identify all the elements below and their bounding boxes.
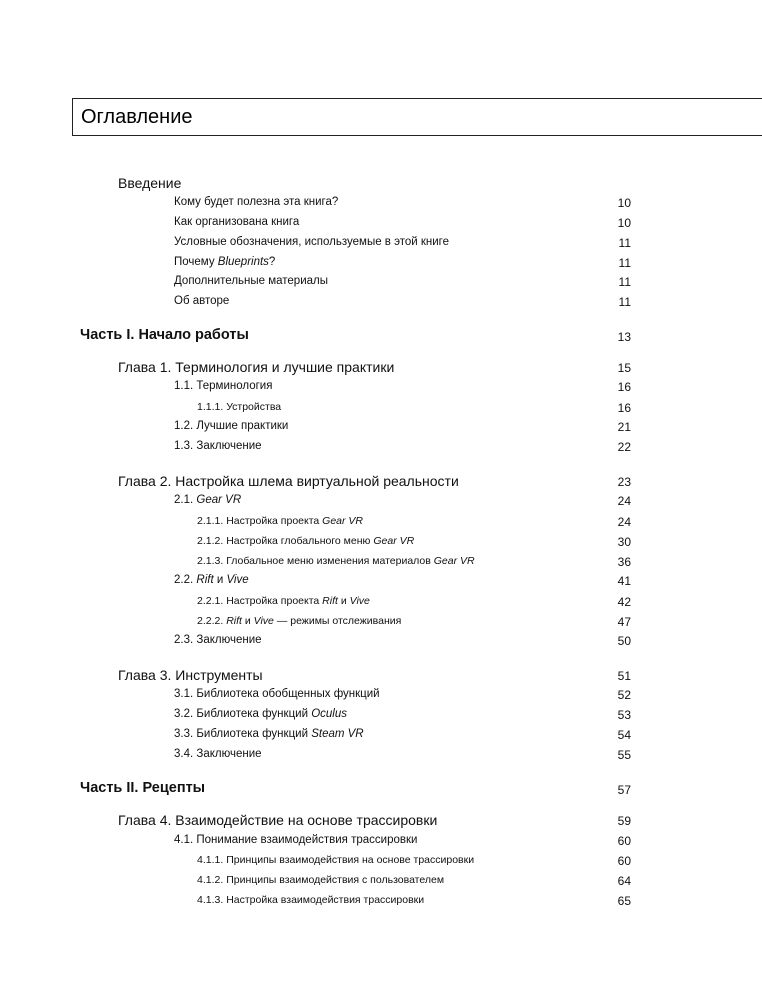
toc-entry-label: 2.1.3. Глобальное меню изменения материалов Gear VR (197, 555, 475, 567)
toc-entry-label: Введение (118, 175, 182, 191)
toc-entry-page: 11 (618, 236, 631, 250)
toc-entry-page: 42 (617, 595, 631, 609)
toc-title-box (72, 98, 762, 136)
toc-entry-page: 11 (618, 275, 631, 289)
toc-entry-label: 1.3. Заключение (174, 440, 262, 452)
toc-entry-label: 2.2.2. Rift и Vive — режимы отслеживания (197, 615, 402, 627)
toc-entry-label: 3.1. Библиотека обобщенных функций (174, 688, 380, 700)
toc-entry-label: 1.1. Терминология (174, 380, 273, 392)
toc-entry-label: 2.1.2. Настройка глобального меню Gear VR (197, 535, 415, 547)
toc-entry-label: 2.3. Заключение (174, 634, 262, 646)
toc-entry-label: 1.1.1. Устройства (197, 401, 282, 413)
toc-entry-label: Глава 2. Настройка шлема виртуальной реальности (118, 473, 459, 489)
toc-entry-page: 24 (617, 515, 631, 529)
toc-entry-label: Глава 1. Терминология и лучшие практики (118, 359, 395, 375)
toc-entry-page: 16 (617, 380, 631, 394)
toc-entry-page: 30 (617, 535, 631, 549)
toc-entry-label: 4.1.2. Принципы взаимодействия с пользователем (197, 874, 445, 886)
toc-entry-page: 52 (617, 688, 631, 702)
toc-entry-label: 3.4. Заключение (174, 748, 262, 760)
toc-entry-page: 22 (617, 440, 631, 454)
toc-entry-page: 15 (617, 361, 631, 375)
toc-entry-label: Об авторе (174, 295, 230, 307)
toc-entry-label: Кому будет полезна эта книга? (174, 196, 339, 208)
toc-entry-label: Глава 4. Взаимодействие на основе трассировки (118, 812, 438, 828)
toc-entry-label: 1.2. Лучшие практики (174, 420, 289, 432)
toc-entry-page: 23 (617, 475, 631, 489)
toc-entry-label: 4.1.1. Принципы взаимодействия на основе трассировки (197, 854, 475, 866)
toc-entry-page: 59 (617, 814, 631, 828)
toc-entry-page: 11 (618, 256, 631, 270)
toc-entry-page: 53 (617, 708, 631, 722)
toc-entry-label: 4.1.3. Настройка взаимодействия трассировки (197, 894, 425, 906)
toc-entry-page: 64 (617, 874, 631, 888)
toc-entry-label: 2.1.1. Настройка проекта Gear VR (197, 515, 364, 527)
toc-entry-label: 3.2. Библиотека функций Oculus (174, 708, 347, 720)
toc-entry-page: 10 (617, 196, 631, 210)
toc-entry-page: 11 (618, 295, 631, 309)
toc-entry-label: 2.2. Rift и Vive (174, 574, 249, 586)
toc-entry-page: 21 (617, 420, 631, 434)
toc-entry-page: 41 (617, 574, 631, 588)
toc-entry-label: Почему Blueprints? (174, 256, 276, 268)
toc-entry-label: 2.1. Gear VR (174, 494, 242, 506)
toc-entry-label: 3.3. Библиотека функций Steam VR (174, 728, 364, 740)
toc-entry-page: 13 (617, 330, 631, 344)
toc-entry-label: Условные обозначения, используемые в этой книге (174, 236, 450, 248)
toc-entry-page: 57 (617, 783, 631, 797)
toc-entry-page: 10 (617, 216, 631, 230)
toc-entry-page: 47 (617, 615, 631, 629)
toc-entry-page: 16 (617, 401, 631, 415)
toc-entry-label: 4.1. Понимание взаимодействия трассировки (174, 834, 418, 846)
toc-entry-page: 55 (617, 748, 631, 762)
toc-entry-label: Дополнительные материалы (174, 275, 329, 287)
toc-entry-page: 36 (617, 555, 631, 569)
toc-entry-page: 24 (617, 494, 631, 508)
toc-entry-label: 2.2.1. Настройка проекта Rift и Vive (197, 595, 370, 607)
toc-entry-label: Часть II. Рецепты (80, 780, 206, 796)
toc-entry-page: 51 (617, 669, 631, 683)
toc-title: Оглавление (81, 106, 193, 128)
toc-entry-page: 54 (617, 728, 631, 742)
toc-entry-page: 60 (617, 834, 631, 848)
toc-entry-page: 60 (617, 854, 631, 868)
toc-entry-page: 65 (617, 894, 631, 908)
toc-entry-label: Глава 3. Инструменты (118, 667, 263, 683)
toc-entry-label: Как организована книга (174, 216, 300, 228)
toc-entry-label: Часть I. Начало работы (80, 327, 249, 343)
toc-entry-page: 50 (617, 634, 631, 648)
